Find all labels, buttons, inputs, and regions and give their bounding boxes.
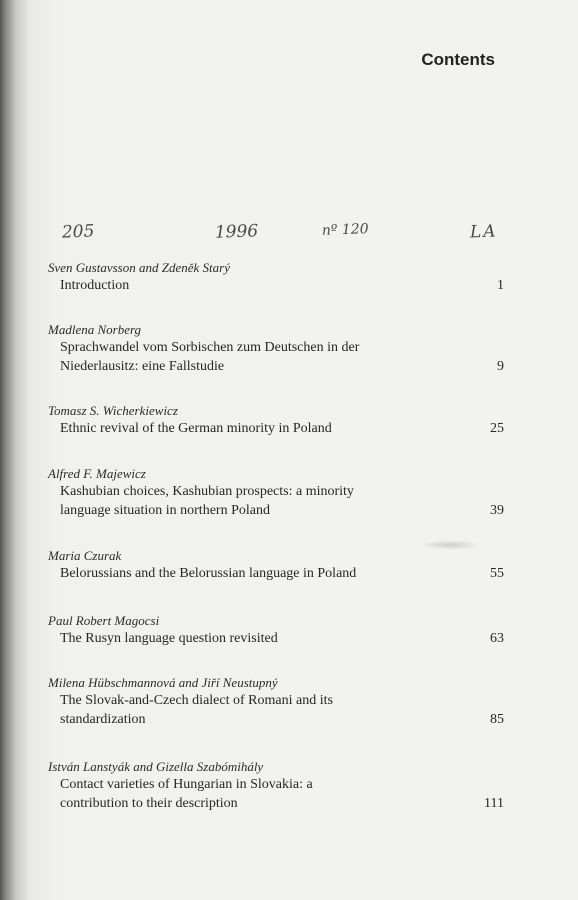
entry-title-block	[48, 691, 518, 729]
entry-page-number: 85	[490, 712, 504, 727]
toc-entry[interactable]	[48, 758, 518, 813]
toc-entry[interactable]	[48, 321, 518, 376]
handwritten-note: LA	[469, 221, 498, 243]
toc-entry[interactable]	[48, 612, 518, 648]
toc-entry[interactable]	[48, 259, 518, 295]
entry-title-line: Ethnic revival of the German minority in Poland	[60, 421, 332, 436]
entry-author: Milena Hübschmannová and Jiří Neustupný	[48, 675, 278, 690]
entry-author: István Lanstyák and Gizella Szabómihály	[48, 759, 264, 774]
entry-page-number: 25	[490, 421, 504, 436]
entry-author: Maria Czurak	[48, 548, 122, 563]
handwritten-note: 1996	[214, 221, 259, 243]
toc-entry[interactable]	[48, 547, 518, 583]
entry-title-line: Sprachwandel vom Sorbischen zum Deutschen in der	[60, 340, 360, 355]
entry-author: Madlena Norberg	[48, 322, 142, 337]
entry-title-line: language situation in northern Poland	[60, 503, 270, 518]
entry-author: Sven Gustavsson and Zdeněk Starý	[48, 260, 230, 275]
entry-page-number: 1	[497, 278, 504, 293]
entry-title-block	[48, 482, 518, 520]
entry-title-line: Niederlausitz: eine Fallstudie	[60, 359, 225, 374]
entry-page-number: 39	[490, 503, 504, 518]
entry-title-line: standardization	[60, 712, 146, 727]
entry-title-block	[48, 564, 518, 583]
entry-title-line: Introduction	[60, 278, 130, 293]
entry-title-block	[48, 338, 518, 376]
toc-entry[interactable]	[48, 674, 518, 729]
contents-heading: Contents	[421, 50, 495, 69]
entry-page-number: 63	[490, 631, 504, 646]
entry-page-number: 9	[497, 359, 504, 374]
toc-entry[interactable]	[48, 465, 518, 520]
entry-author: Alfred F. Majewicz	[48, 466, 146, 481]
entry-title-block	[48, 775, 518, 813]
entry-title-block	[48, 629, 518, 648]
handwritten-note: 205	[61, 221, 95, 243]
entry-author: Tomasz S. Wicherkiewicz	[48, 403, 178, 418]
entry-author: Paul Robert Magocsi	[48, 613, 160, 628]
entry-title-line: The Slovak-and-Czech dialect of Romani and its	[60, 693, 333, 708]
toc-entry[interactable]	[48, 402, 518, 438]
entry-title-line: contribution to their description	[60, 796, 238, 811]
entry-title-line: Kashubian choices, Kashubian prospects: a minority	[60, 484, 354, 499]
entry-title-line: Belorussians and the Belorussian language in Poland	[60, 566, 357, 581]
entry-title-block	[48, 419, 518, 438]
entry-title-block	[48, 276, 518, 295]
entry-title-line: Contact varieties of Hungarian in Slovakia: a	[60, 777, 313, 792]
entry-page-number: 111	[484, 796, 504, 811]
handwritten-note: nº 120	[321, 221, 369, 239]
entry-title-line: The Rusyn language question revisited	[60, 631, 278, 646]
entry-page-number: 55	[490, 566, 504, 581]
